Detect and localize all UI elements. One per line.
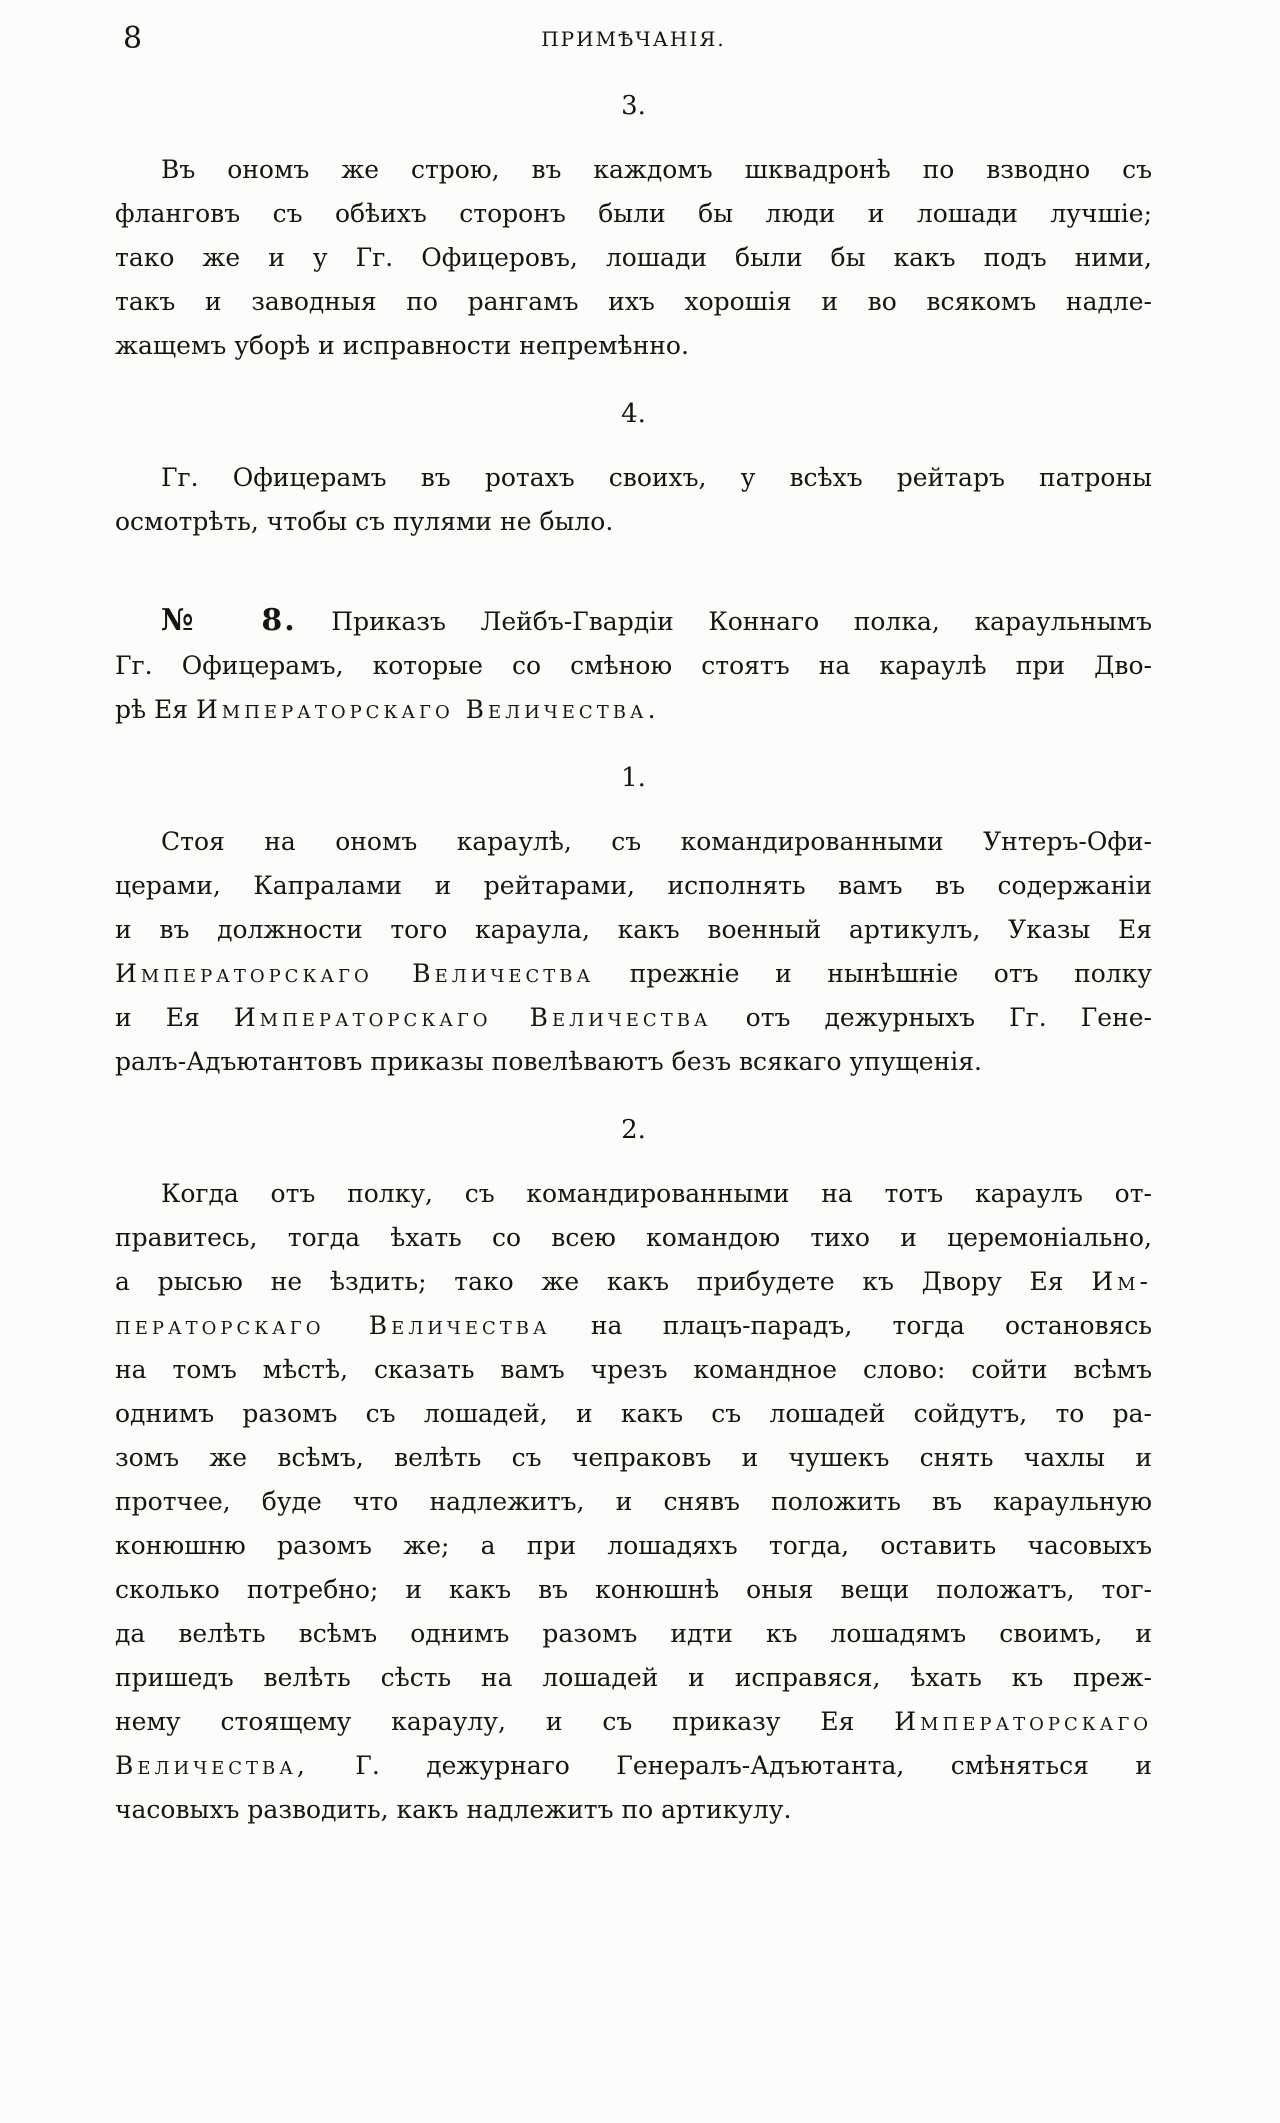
text-segment: сколько потребно; и какъ въ конюшнѣ оныя вещи положатъ, тог- [115,1575,1152,1604]
text-segment: Им- [1091,1267,1152,1296]
text-line [115,1216,1152,1260]
text-line [115,1436,1152,1480]
paragraph [115,1172,1152,1832]
text-segment: и въ должности того караула, какъ военный артикулъ, Указы Ея [115,915,1152,944]
text-line [115,192,1152,236]
text-line [115,500,1152,544]
text-segment: Императорскаго Величества [196,695,648,724]
text-segment: Стоя на ономъ караулѣ, съ командированными Унтеръ-Офи- [161,827,1152,856]
text-segment: часовыхъ разводить, какъ надлежитъ по артикулу. [115,1795,792,1824]
text-line [115,1656,1152,1700]
section-number: 1. [621,763,646,793]
text-segment: тако же и у Гг. Офицеровъ, лошади были бы какъ подъ ними, [115,243,1152,272]
text-segment: Императорскаго Величества [115,959,595,988]
text-segment: а рысью не ѣздить; тако же какъ прибудете къ Двору Ея [115,1267,1092,1296]
text-segment: ралъ-Адъютантовъ приказы повелѣваютъ безъ всякаго упущенія. [115,1047,982,1076]
text-segment: отъ дежурныхъ Гг. Гене- [711,1003,1153,1032]
text-segment: Г. дежурнаго Генералъ-Адъютанта, смѣняться и [308,1751,1152,1780]
text-segment: фланговъ съ обѣихъ сторонъ были бы люди и лошади лучшіе; [115,199,1152,228]
paragraph [115,820,1152,1084]
paragraph [115,148,1152,368]
text-segment: на томъ мѣстѣ, сказать вамъ чрезъ командное слово: сойти всѣмъ [115,1355,1152,1384]
text-segment: да велѣть всѣмъ однимъ разомъ идти къ лошадямъ своимъ, и [115,1619,1152,1648]
text-line [115,644,1152,688]
text-segment: Приказъ Лейбъ-Гвардіи Коннаго полка, караульнымъ [296,607,1152,636]
text-segment: Императорскаго [894,1707,1152,1736]
text-line [115,324,1152,368]
text-segment: однимъ разомъ съ лошадей, и какъ съ лошадей сойдутъ, то ра- [115,1399,1152,1428]
text-line [115,1260,1152,1304]
text-segment: жащемъ уборѣ и исправности непремѣнно. [115,331,689,360]
text-segment: Императорскаго Величества [233,1003,712,1032]
text-line [115,1788,1152,1832]
paragraph [115,456,1152,544]
page-content [115,90,1152,1832]
text-segment: нему стоящему караулу, и съ приказу Ея [115,1707,895,1736]
text-segment: такъ и заводныя по рангамъ ихъ хорошія и во всякомъ надле- [115,287,1152,316]
text-line [115,280,1152,324]
text-segment: прежніе и нынѣшніе отъ полку [594,959,1152,988]
section-number: 2. [621,1115,646,1145]
text-line [115,236,1152,280]
text-line [115,1700,1152,1744]
text-segment: . [647,695,656,724]
page-number: 8 [123,21,143,56]
text-line [115,820,1152,864]
text-line [115,952,1152,996]
text-line [115,996,1152,1040]
text-segment: и Ея [115,1003,234,1032]
text-line [115,1172,1152,1216]
page-header [115,22,1152,60]
text-segment: конюшню разомъ же; а при лошадяхъ тогда, оставить часовыхъ [115,1531,1152,1560]
text-segment: правитесь, тогда ѣхать со всею командою тихо и церемоніально, [115,1223,1152,1252]
running-title: ПРИМѢЧАНІЯ. [541,27,726,51]
text-segment: Гг. Офицерамъ, которые со смѣною стоятъ на караулѣ при Дво- [115,651,1152,680]
text-segment: на плацъ-парадъ, тогда остановясь [550,1311,1152,1340]
text-line [115,864,1152,908]
text-line [115,1524,1152,1568]
section-number: 4. [621,399,646,429]
text-line [115,1568,1152,1612]
text-segment: Величества, [115,1751,309,1780]
text-segment: Когда отъ полку, съ командированными на тотъ караулъ от- [161,1179,1152,1208]
text-line [115,456,1152,500]
text-segment: Гг. Офицерамъ въ ротахъ своихъ, у всѣхъ рейтаръ патроны [161,463,1152,492]
text-segment: церами, Капралами и рейтарами, исполнять вамъ въ содержаніи [115,871,1152,900]
text-line [115,688,1152,732]
text-line [115,148,1152,192]
text-segment: осмотрѣть, чтобы съ пулями не было. [115,507,614,536]
text-line [115,1612,1152,1656]
text-line [115,1040,1152,1084]
text-segment: пришедъ велѣть сѣсть на лошадей и исправяся, ѣхать къ преж- [115,1663,1152,1692]
text-line [115,599,1152,644]
text-segment: Въ ономъ же строю, въ каждомъ шквадронѣ по взводно съ [161,155,1152,184]
text-segment: ператорскаго Величества [115,1311,551,1340]
text-segment: № 8. [161,603,297,638]
text-segment: протчее, буде что надлежитъ, и снявъ положить въ караульную [115,1487,1152,1516]
text-line [115,1304,1152,1348]
text-line [115,1348,1152,1392]
text-line [115,1480,1152,1524]
section-number: 3. [621,91,646,121]
text-line [115,908,1152,952]
text-line [115,1744,1152,1788]
text-segment: зомъ же всѣмъ, велѣть съ чепраковъ и чушекъ снять чахлы и [115,1443,1152,1472]
text-line [115,1392,1152,1436]
text-segment: рѣ Ея [115,695,196,724]
paragraph [115,599,1152,732]
